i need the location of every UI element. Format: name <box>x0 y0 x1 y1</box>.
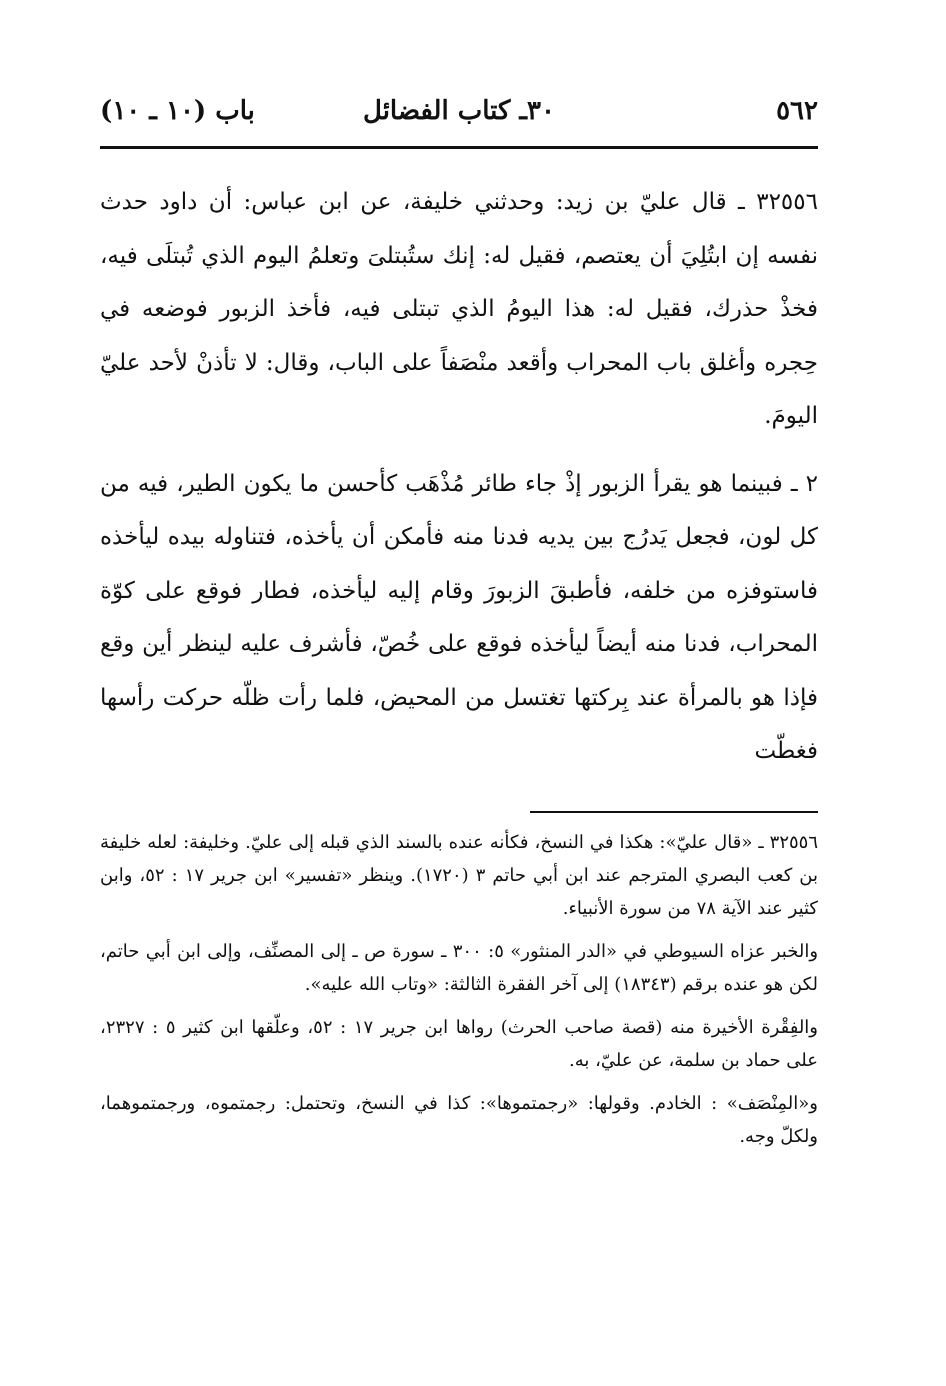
page-number: ٥٦٢ <box>776 96 818 126</box>
footnote-paragraph: والخبر عزاه السيوطي في «الدر المنثور» ٥: ٣٠٠ ـ سورة ص ـ إلى المصنِّف، وإلى ابن أبي حاتم، لكن هو عنده برقم (١٨٣٤٣) إلى آخر الفقرة الثالثة: «وتاب الله عليه». <box>100 941 819 995</box>
footnote-divider <box>530 811 818 813</box>
footnote-paragraph: و«المِنْصَف» : الخادم. وقولها: «رجمتموها»: كذا في النسخ، وتحتمل: رجمتموه، ورجمتموهما، ولكلّ وجه. <box>100 1093 818 1147</box>
main-paragraph: ٣٢٥٥٦ ـ قال عليّ بن زيد: وحدثني خليفة، عن ابن عباس: أن داود حدث نفسه إن ابتُلِيَ أن يعتصم، فقيل له: إنك ستُبتلىَ وتعلمُ اليوم الذي تُبتلَى فيه، فخذْ حذرك، فقيل له: هذا اليومُ الذي تبتلى فيه، فأخذ الزبور فوضعه في حِجره وأغلق باب المحراب وأقعد منْصَفاً على الباب، وقال: لا تأذنْ لأحد عليّ اليومَ. <box>100 189 818 429</box>
footnote-paragraph: ٣٢٥٥٦ ـ «قال عليّ»: هكذا في النسخ، فكأنه عنده بالسند الذي قبله إلى عليّ. وخليفة: لعله خليفة بن كعب البصري المترجم عند ابن أبي حاتم ٣ (١٧٢٠). وينظر «تفسير» ابن جرير ١٧ : ٥٢، وابن كثير عند الآية ٧٨ من سورة الأنبياء. <box>100 832 818 919</box>
book-title: ٣٠ـ كتاب الفضائل <box>363 96 555 126</box>
chapter-label: باب (١٠ ـ ١٠) <box>100 96 255 126</box>
running-header <box>100 96 818 144</box>
main-text <box>100 176 818 793</box>
footnote-paragraph: والفِقْرة الأخيرة منه (قصة صاحب الحرث) رواها ابن جرير ١٧ : ٥٢، وعلّقها ابن كثير ٥ : ٢٣٢٧، على حماد بن سلمة، عن عليّ، به. <box>100 1017 818 1071</box>
footnotes <box>100 826 818 1163</box>
main-paragraph: ٢ ـ فبينما هو يقرأ الزبور إذْ جاء طائر مُذْهَب كأحسن ما يكون الطير، فيه من كل لون، فجعل يَدرُج بين يديه فدنا منه فأمكن أن يأخذه، فتناوله بيده ليأخذه فاستوفزه من خلفه، فأطبقَ الزبورَ وقام إليه ليأخذه، فطار فوقع على كوّة المحراب، فدنا منه أيضاً ليأخذه فوقع على خُصّ، فأشرف عليه لينظر أين وقع فإذا هو بالمرأة عند بِركتها تغتسل من المحيض، فلما رأت ظلّه حركت رأسها فغطّت <box>100 470 818 764</box>
header-divider <box>100 146 818 149</box>
